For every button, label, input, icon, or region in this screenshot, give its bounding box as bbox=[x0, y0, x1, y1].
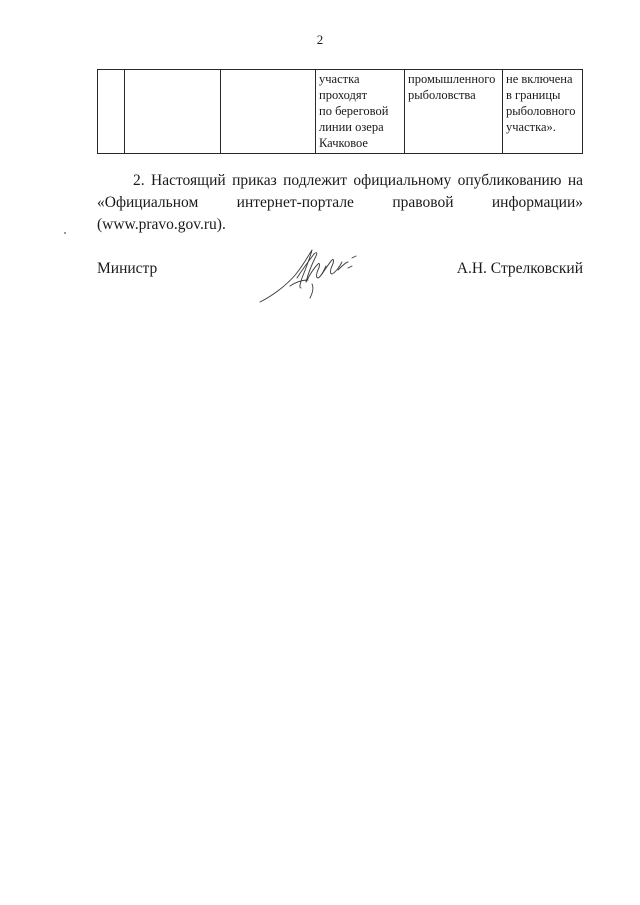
table-row bbox=[98, 70, 583, 154]
table-cell-col-6 bbox=[503, 70, 583, 154]
cell-text-line: не включена bbox=[506, 72, 573, 86]
page-number: 2 bbox=[316, 32, 324, 47]
cell-text-line: промышленного bbox=[408, 72, 496, 86]
table-cell-col-4 bbox=[316, 70, 405, 154]
paragraph-line: 2. Настоящий приказ подлежит официальному опубликованию на bbox=[133, 172, 583, 189]
cell-text-line: рыболовного bbox=[506, 104, 576, 118]
table-cell-col-2 bbox=[125, 70, 221, 154]
cell-text-line: в границы bbox=[506, 88, 561, 102]
signer-title: Министр bbox=[97, 260, 158, 277]
handwritten-signature-icon bbox=[252, 244, 362, 304]
cell-text-line: проходят bbox=[319, 88, 368, 102]
paragraph-line: «Официальном интернет-портале правовой информации» (www.pravo.gov.ru). bbox=[97, 194, 583, 233]
scan-speck bbox=[64, 232, 66, 234]
table-cell-col-5 bbox=[405, 70, 503, 154]
continued-table bbox=[97, 69, 583, 154]
cell-text-line: линии озера bbox=[319, 120, 384, 134]
cell-text-line: по береговой bbox=[319, 104, 389, 118]
cell-text-line: участка bbox=[319, 72, 360, 86]
cell-text-line: рыболовства bbox=[408, 88, 476, 102]
table-cell-col-1 bbox=[98, 70, 125, 154]
cell-text-line: Качковое bbox=[319, 136, 368, 150]
cell-text-line: участка». bbox=[506, 120, 556, 134]
signer-name: А.Н. Стрелковский bbox=[456, 260, 583, 277]
signature-block bbox=[97, 260, 583, 310]
table-cell-col-3 bbox=[221, 70, 316, 154]
publication-paragraph bbox=[97, 170, 583, 236]
